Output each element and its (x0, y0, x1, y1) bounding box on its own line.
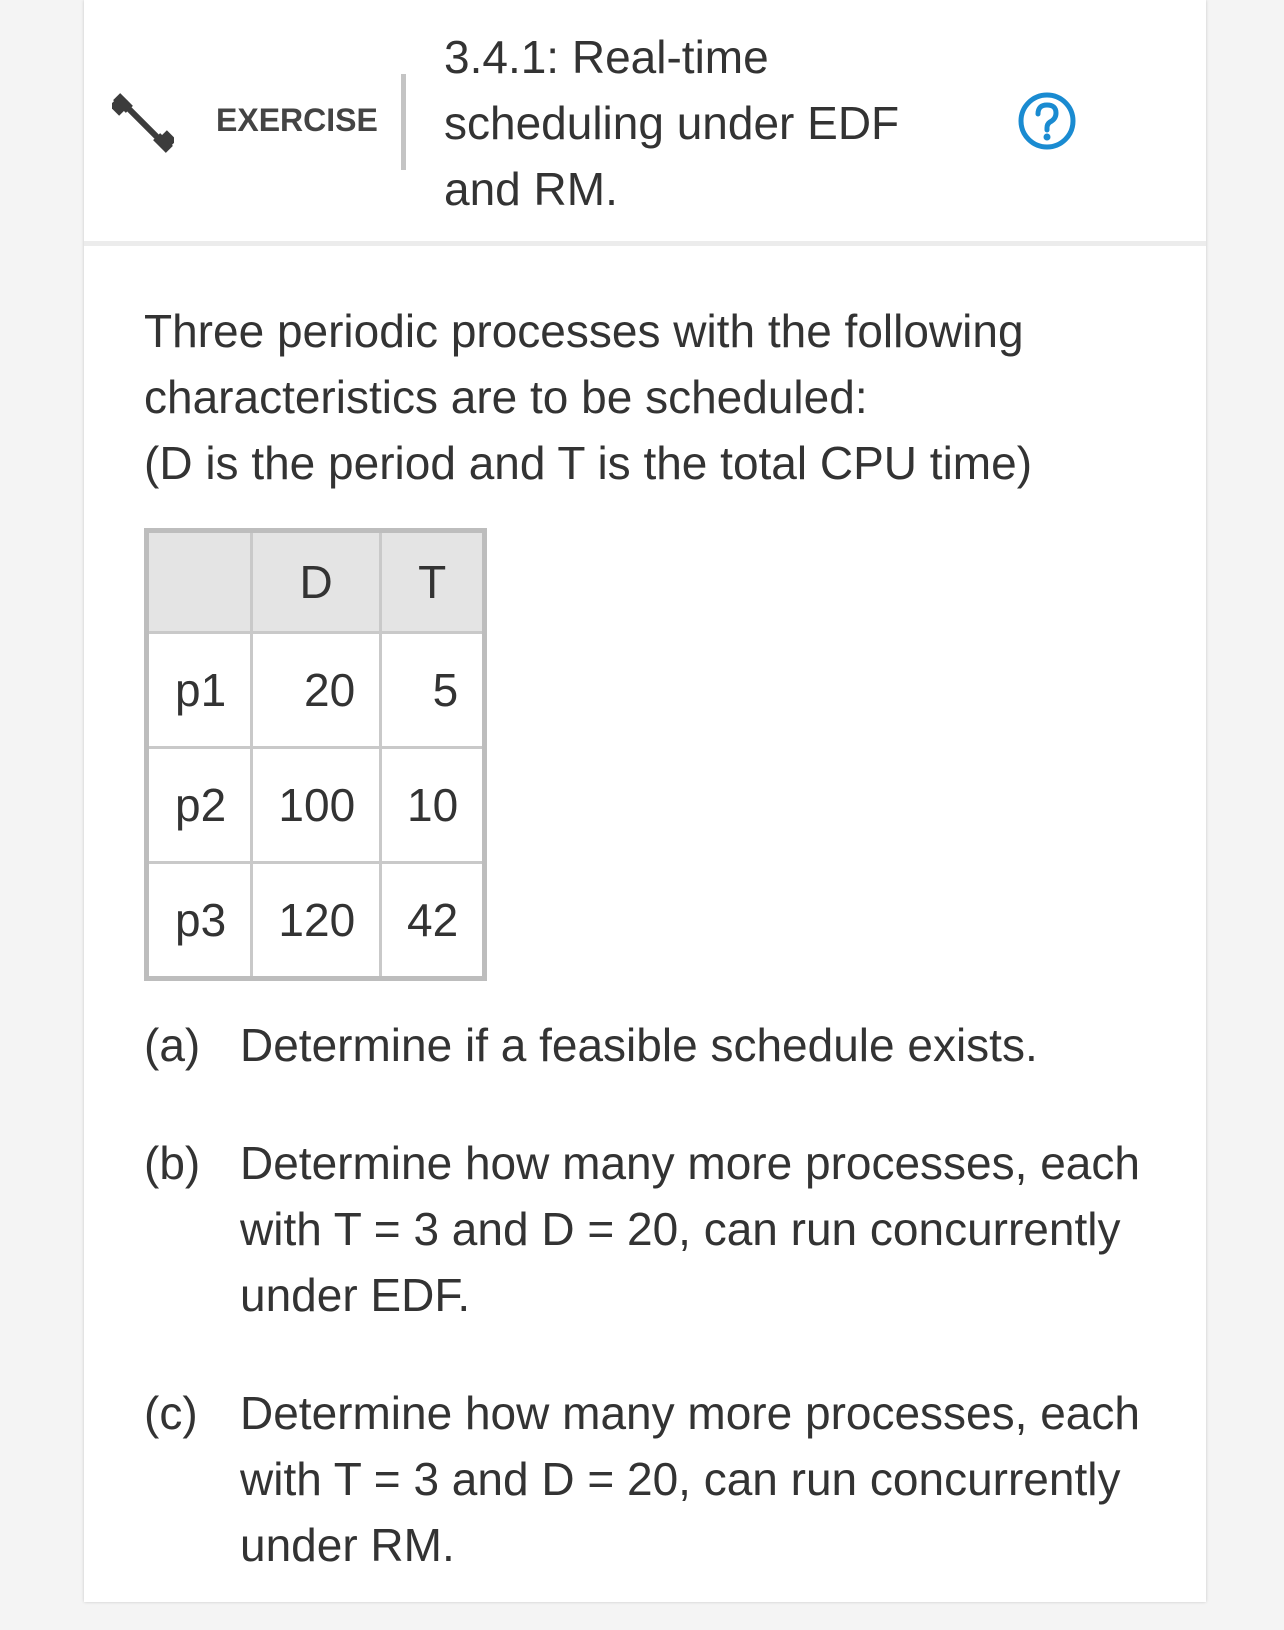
table-row (147, 633, 485, 748)
question-a (144, 1012, 1184, 1078)
cell-p3-d: 120 (252, 863, 381, 979)
question-c-line-1: Determine how many more processes, each (240, 1387, 1140, 1439)
row-label-p2: p2 (147, 748, 252, 863)
title-line-3: and RM. (444, 163, 618, 215)
cell-p1-t: 5 (381, 633, 485, 748)
question-c (144, 1380, 1184, 1578)
table-header-d: D (252, 531, 381, 633)
question-list (144, 1012, 1184, 1630)
title-line-1: 3.4.1: Real-time (444, 31, 769, 83)
intro-line-2: characteristics are to be scheduled: (144, 371, 868, 423)
cell-p1-d: 20 (252, 633, 381, 748)
question-circle-icon[interactable] (1018, 92, 1076, 150)
question-a-line-1: Determine if a feasible schedule exists. (240, 1019, 1038, 1071)
question-c-line-3: under RM. (240, 1519, 455, 1571)
exercise-title (444, 24, 964, 222)
row-label-p3: p3 (147, 863, 252, 979)
row-label-p1: p1 (147, 633, 252, 748)
question-marker-c: (c) (144, 1387, 198, 1439)
table-header-t: T (381, 531, 485, 633)
table-row (147, 863, 485, 979)
question-b-line-3: under EDF. (240, 1269, 471, 1321)
intro-text (144, 298, 1144, 496)
cell-p2-d: 100 (252, 748, 381, 863)
table-row (147, 748, 485, 863)
intro-line-3: (D is the period and T is the total CPU time) (144, 437, 1033, 489)
table-header-empty (147, 531, 252, 633)
exercise-label: EXERCISE (216, 102, 378, 138)
header-divider (401, 74, 406, 170)
question-b-line-2: with T = 3 and D = 20, can run concurrently (240, 1203, 1121, 1255)
process-table (144, 528, 487, 981)
question-marker-b: (b) (144, 1137, 201, 1189)
exercise-card (84, 0, 1206, 1602)
intro-line-1: Three periodic processes with the following (144, 305, 1024, 357)
cell-p2-t: 10 (381, 748, 485, 863)
question-b (144, 1130, 1184, 1328)
question-c-line-2: with T = 3 and D = 20, can run concurrently (240, 1453, 1121, 1505)
question-marker-a: (a) (144, 1019, 201, 1071)
exercise-header (84, 0, 1206, 246)
cell-p3-t: 42 (381, 863, 485, 979)
table-header-row (147, 531, 485, 633)
question-b-line-1: Determine how many more processes, each (240, 1137, 1140, 1189)
dumbbell-icon (112, 92, 174, 154)
title-line-2: scheduling under EDF (444, 97, 900, 149)
